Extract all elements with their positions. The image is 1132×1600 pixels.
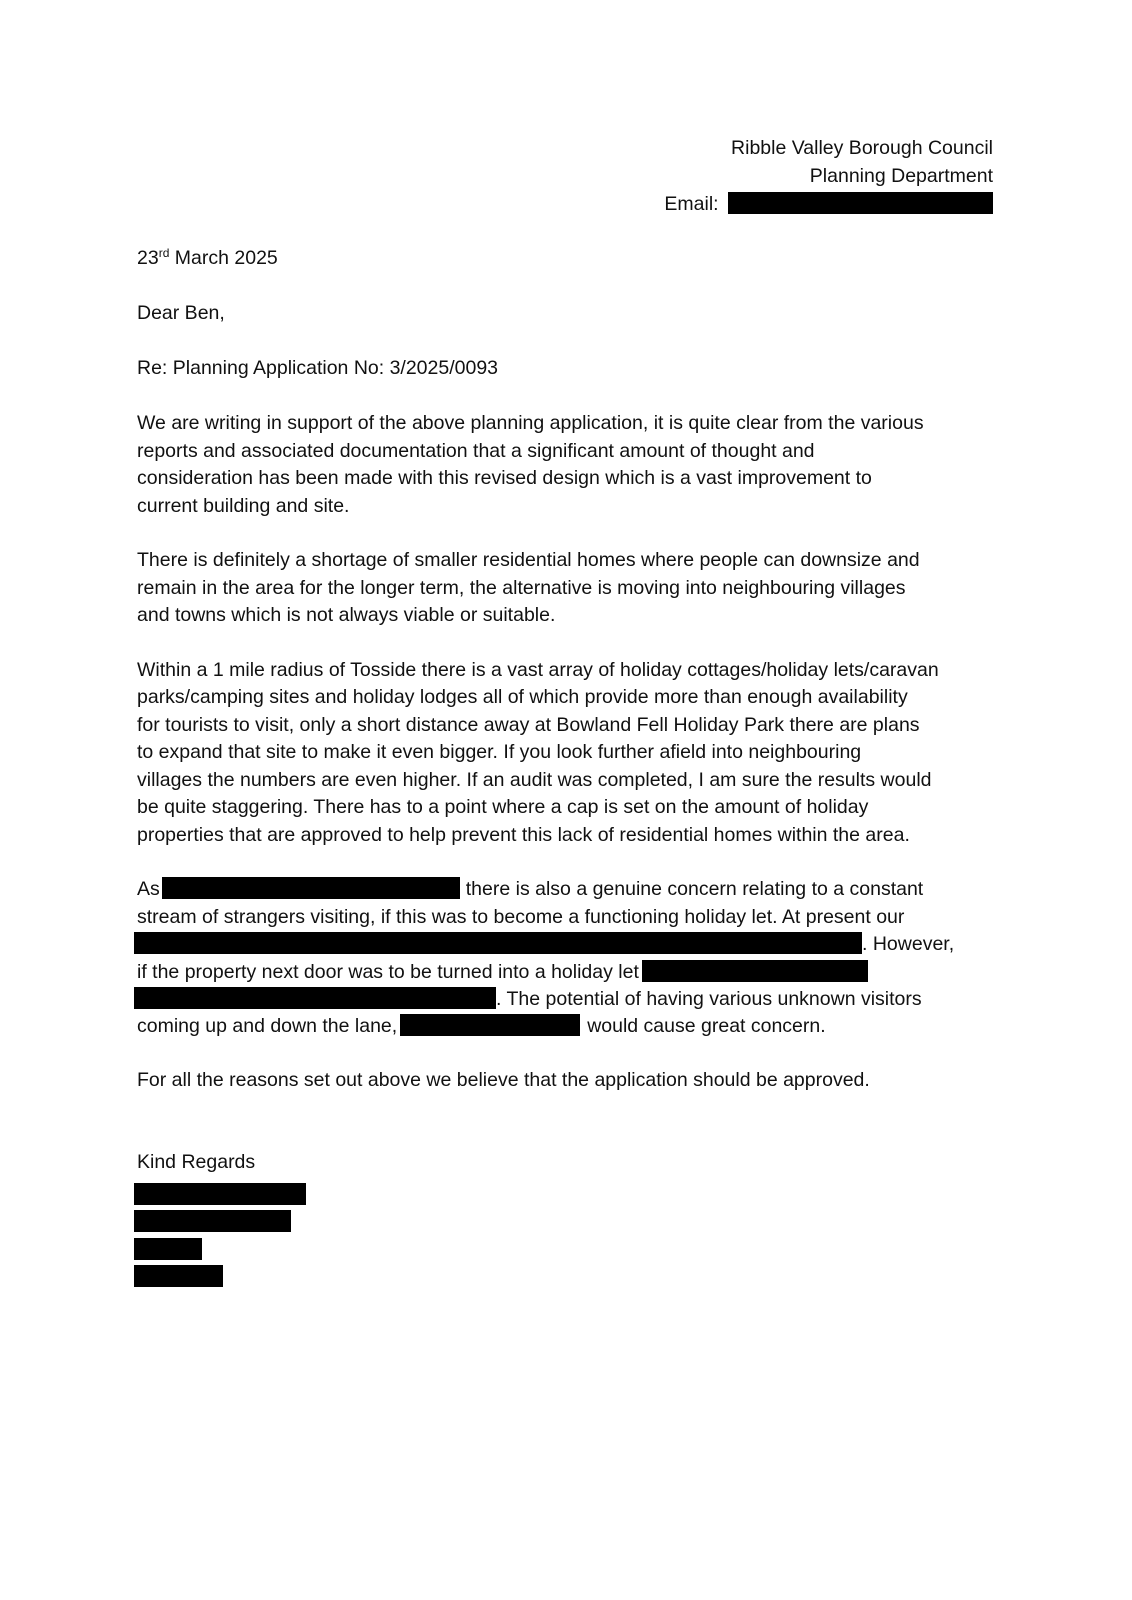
paragraph-1-line: consideration has been made with this revised design which is a vast improvement to (137, 467, 872, 489)
paragraph-4-line (137, 1012, 826, 1040)
paragraph-3-line: villages the numbers are even higher. If an audit was completed, I am sure the results would (137, 769, 932, 791)
date-day: 23 (137, 247, 159, 269)
subject-line: Re: Planning Application No: 3/2025/0093 (137, 357, 499, 379)
paragraph-5-line: For all the reasons set out above we believe that the application should be approved. (137, 1069, 870, 1091)
paragraph-2-line: There is definitely a shortage of smaller residential homes where people can downsize and (137, 549, 920, 571)
paragraph-4-line (134, 930, 954, 958)
recipient-line-1: Ribble Valley Borough Council (731, 137, 993, 159)
recipient-line-2: Planning Department (809, 165, 993, 187)
paragraph-3-line: Within a 1 mile radius of Tosside there is a vast array of holiday cottages/holiday lets/caravan (137, 659, 939, 681)
paragraph-2-line: and towns which is not always viable or suitable. (137, 604, 556, 626)
redacted-email (728, 192, 993, 214)
recipient-email (664, 190, 993, 218)
closing: Kind Regards (137, 1151, 256, 1173)
paragraph-1-line: We are writing in support of the above planning application, it is quite clear from the various (137, 412, 924, 434)
redacted-signature-line (134, 1183, 306, 1205)
date-suffix: rd (158, 246, 170, 260)
salutation: Dear Ben, (137, 302, 225, 324)
paragraph-3-line: properties that are approved to help prevent this lack of residential homes within the area. (137, 824, 910, 846)
email-label: Email: (664, 193, 719, 215)
paragraph-2-line: remain in the area for the longer term, the alternative is moving into neighbouring villages (137, 577, 906, 599)
paragraph-3-line: to expand that site to make it even bigger. If you look further afield into neighbouring (137, 741, 862, 763)
letter-date (137, 244, 278, 272)
paragraph-4-text: As (137, 878, 160, 900)
paragraph-4-line: stream of strangers visiting, if this was to become a functioning holiday let. At present our (137, 906, 905, 928)
redacted-text (134, 932, 862, 954)
paragraph-4-text: . The potential of having various unknown visitors (496, 988, 922, 1010)
redacted-signature-line (134, 1210, 291, 1232)
paragraph-4-line (137, 958, 868, 986)
paragraph-4-text: coming up and down the lane, (137, 1015, 398, 1037)
paragraph-4-text: would cause great concern. (587, 1015, 826, 1037)
paragraph-4-text: there is also a genuine concern relating to a constant (465, 878, 924, 900)
paragraph-4-line (134, 985, 922, 1013)
paragraph-4-line (137, 875, 923, 903)
redacted-text (400, 1014, 580, 1036)
redacted-text (642, 960, 868, 982)
redacted-text (134, 987, 496, 1009)
paragraph-4-text: if the property next door was to be turned into a holiday let (137, 961, 639, 983)
redacted-signature-line (134, 1265, 223, 1287)
date-rest: March 2025 (169, 247, 278, 269)
paragraph-1-line: reports and associated documentation that a significant amount of thought and (137, 440, 815, 462)
paragraph-1-line: current building and site. (137, 495, 350, 517)
paragraph-3-line: parks/camping sites and holiday lodges all of which provide more than enough availability (137, 686, 908, 708)
paragraph-4-text: . However, (862, 933, 955, 955)
redacted-text (162, 877, 460, 899)
paragraph-3-line: be quite staggering. There has to a point where a cap is set on the amount of holiday (137, 796, 869, 818)
paragraph-3-line: for tourists to visit, only a short distance away at Bowland Fell Holiday Park there are plans (137, 714, 920, 736)
redacted-signature-line (134, 1238, 202, 1260)
